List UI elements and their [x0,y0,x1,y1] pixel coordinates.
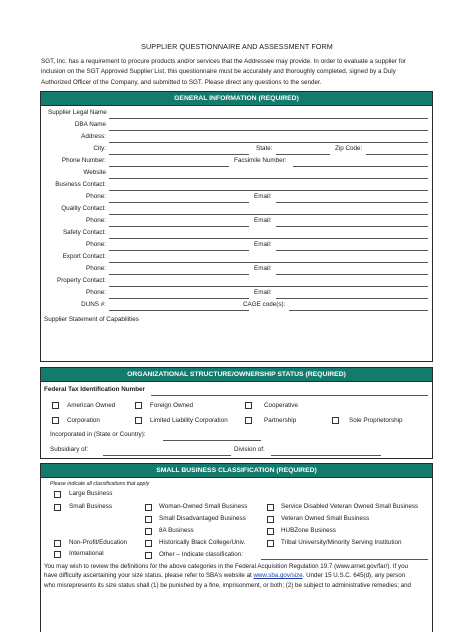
sdvosb-label: Service Disabled Veteran Owned Small Business [281,503,419,510]
fax-field[interactable] [293,166,428,167]
safety-email-field[interactable] [276,250,428,251]
incorporated-label: Incorporated in (State or Country): [50,431,146,438]
footnote-line: You may wish to review the definitions for the above categories in the Federal Acquisition Regulation 19.7 (www.arnet.gov/far/). If you [44,563,408,570]
business-phone-label: Phone: [86,193,106,200]
small-business-label: Small Business [69,503,113,510]
llc-checkbox[interactable] [135,417,142,424]
quality-contact-label: Quality Contact: [61,205,106,212]
zip-field[interactable] [366,154,428,155]
cage-label: CAGE code(s): [243,301,286,308]
quality-phone-label: Phone: [86,217,106,224]
cooperative-checkbox[interactable] [245,402,252,409]
export-phone-field[interactable] [109,274,249,275]
organizational-structure-section [40,367,433,459]
quality-email-label: Email: [254,217,272,224]
partnership-checkbox[interactable] [245,417,252,424]
other-classification-label: Other – Indicate classification: [159,551,243,558]
quality-phone-field[interactable] [109,226,249,227]
classification-note: Please indicate all classifications that apply [50,481,150,487]
export-email-field[interactable] [276,274,428,275]
state-field[interactable] [276,154,330,155]
tribal-university-checkbox[interactable] [267,540,274,547]
tax-id-field[interactable] [151,395,428,396]
subsidiary-field[interactable] [103,455,231,456]
quality-email-field[interactable] [276,226,428,227]
capabilities-label: Supplier Statement of Capabilities [44,316,139,323]
general-information-heading: GENERAL INFORMATION (REQUIRED) [41,92,432,106]
property-email-label: Email: [254,289,272,296]
incorporated-field[interactable] [163,440,261,441]
footnote-line: who misrepresents its size status shall (1) be punished by a fine, imprisonment, or both; (2) be subject to administrative remedies; and [44,581,411,589]
property-phone-label: Phone: [86,289,106,296]
partnership-label: Partnership [264,417,297,424]
safety-email-label: Email: [254,241,272,248]
small-disadvantaged-label: Small Disadvantaged Business [159,515,246,522]
woman-owned-label: Woman-Owned Small Business [159,503,248,510]
export-contact-field[interactable] [109,262,428,263]
property-phone-field[interactable] [109,298,249,299]
american-owned-checkbox[interactable] [52,402,59,409]
business-email-field[interactable] [276,202,428,203]
footnote-text: have difficulty ascertaining your size status, please refer to SBA’s website at [44,572,252,580]
export-contact-label: Export Contact: [62,253,106,260]
small-business-checkbox[interactable] [54,504,61,511]
sole-proprietorship-checkbox[interactable] [332,417,339,424]
cooperative-label: Cooperative [264,402,298,409]
tribal-university-label: Tribal University/Minority Serving Institution [281,539,402,546]
address-field[interactable] [109,142,428,143]
intro-line: inclusion on the SGT Approved Supplier List, this questionnaire must be accurately and thoroughly completed, signed by a Duly [41,68,396,76]
8a-business-label: 8A Business [159,527,194,534]
sba-size-link[interactable]: www.sba.gov/size [253,572,303,580]
intro-line: Authorized Officer of the Company, and submitted to SGT. Please direct any questions to the sender. [41,78,322,86]
sole-proprietorship-label: Sole Proprietorship [349,417,403,424]
llc-label: Limited Liability Corporation [150,417,228,424]
safety-phone-field[interactable] [109,250,249,251]
export-email-label: Email: [254,265,272,272]
large-business-checkbox[interactable] [54,491,61,498]
hbcu-label: Historically Black College/Univ. [159,539,246,546]
veteran-owned-label: Veteran Owned Small Business [281,515,370,522]
organizational-structure-heading: ORGANIZATIONAL STRUCTURE/OWNERSHIP STATUS (REQUIRED) [41,368,432,382]
city-field[interactable] [109,154,249,155]
hubzone-checkbox[interactable] [267,528,274,535]
dba-label: DBA Name [74,121,106,128]
zip-label: Zip Code: [335,145,363,152]
corporation-label: Corporation [67,417,100,424]
duns-label: DUNS #: [81,301,106,308]
city-label: City: [93,145,106,152]
sdvosb-checkbox[interactable] [267,504,274,511]
footnote-text: . Under 15 U.S.C. 645(d), any person [302,572,406,580]
cage-field[interactable] [289,310,428,311]
small-business-heading: SMALL BUSINESS CLASSIFICATION (REQUIRED) [41,464,432,478]
footnote-line [44,571,430,580]
property-email-field[interactable] [276,298,428,299]
large-business-label: Large Business [69,490,113,497]
business-phone-field[interactable] [109,202,249,203]
phone-number-field[interactable] [109,166,229,167]
business-email-label: Email: [254,193,272,200]
other-classification-checkbox[interactable] [145,552,152,559]
subsidiary-label: Subsidiary of: [50,446,89,453]
hbcu-checkbox[interactable] [145,540,152,547]
state-label: State: [256,145,273,152]
international-checkbox[interactable] [54,551,61,558]
intro-line: SGT, Inc. has a requirement to procure products and/or services that the Addressee may provide. In order to evaluate a supplier for [41,58,407,65]
foreign-owned-label: Foreign Owned [150,402,194,409]
capabilities-field[interactable] [44,325,428,359]
veteran-owned-checkbox[interactable] [267,516,274,523]
fax-label: Facsimile Number: [234,157,287,164]
phone-number-label: Phone Number: [61,157,106,164]
business-contact-field[interactable] [109,190,428,191]
legal-name-label: Supplier Legal Name [48,109,107,116]
safety-phone-label: Phone: [86,241,106,248]
safety-contact-field[interactable] [109,238,428,239]
website-field[interactable] [109,178,428,179]
woman-owned-checkbox[interactable] [145,504,152,511]
non-profit-checkbox[interactable] [54,540,61,547]
property-contact-field[interactable] [109,286,428,287]
non-profit-label: Non-Profit/Education [69,539,128,546]
foreign-owned-checkbox[interactable] [135,402,142,409]
safety-contact-label: Safety Contact: [62,229,106,236]
8a-business-checkbox[interactable] [145,528,152,535]
general-information-section [40,91,433,362]
small-disadvantaged-checkbox[interactable] [145,516,152,523]
property-contact-label: Property Contact: [57,277,106,284]
other-classification-field[interactable] [261,559,428,560]
dba-field[interactable] [109,130,428,131]
legal-name-field[interactable] [109,118,428,119]
division-field[interactable] [271,455,381,456]
division-label: Division of: [234,446,265,453]
size-status-footnote [44,562,430,590]
export-phone-label: Phone: [86,265,106,272]
quality-contact-field[interactable] [109,214,428,215]
duns-field[interactable] [109,310,249,311]
international-label: International [69,550,104,557]
tax-id-label: Federal Tax Identification Number [44,386,146,393]
small-business-section [40,463,433,632]
corporation-checkbox[interactable] [52,417,59,424]
business-contact-label: Business Contact: [55,181,106,188]
intro-paragraph [41,57,436,88]
american-owned-label: American Owned [67,402,116,409]
form-title: SUPPLIER QUESTIONNAIRE AND ASSESSMENT FORM [141,42,333,51]
hubzone-label: HUBZone Business [281,527,336,534]
website-label: Website [83,169,106,176]
address-label: Address: [81,133,106,140]
